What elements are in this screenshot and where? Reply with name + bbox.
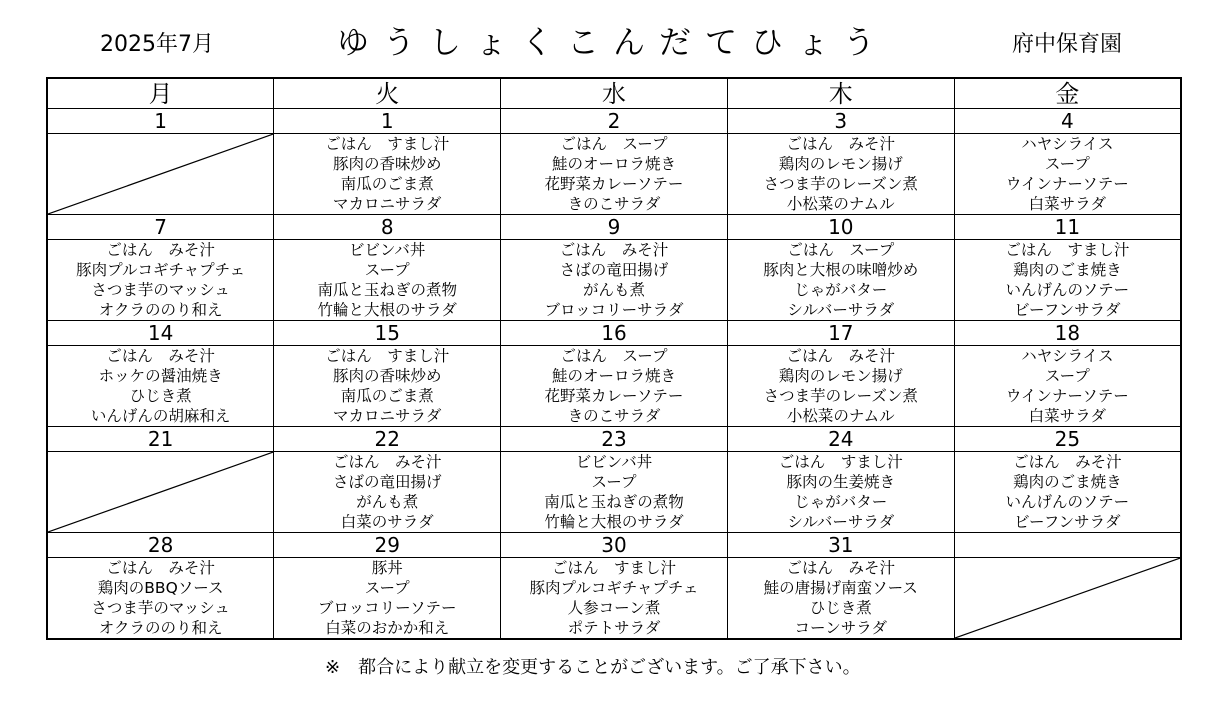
menu-item: ごはん みそ汁 <box>786 559 896 577</box>
menu-month: 2025年7月 <box>100 32 214 57</box>
menu-item: ハヤシライス <box>1021 347 1114 365</box>
menu-item: 豚肉プルコギチャプチェ <box>529 579 699 597</box>
menu-item: さばの竜田揚げ <box>559 261 669 279</box>
menu-item: 豚肉プルコギチャプチェ <box>76 261 246 279</box>
menu-item: ごはん みそ汁 <box>786 347 896 365</box>
date-cell: 18 <box>954 321 1181 346</box>
date-cell: 23 <box>501 427 728 452</box>
menu-item: 花野菜カレーソテー <box>544 387 684 405</box>
page-header <box>0 0 1231 76</box>
menu-cell <box>274 558 501 640</box>
menu-item: 豚丼 <box>371 559 403 577</box>
menu-cell <box>954 240 1181 321</box>
menu-item: さつま芋のマッシュ <box>91 599 230 617</box>
menu-item: スープ <box>364 579 410 597</box>
date-cell: 1 <box>47 109 274 134</box>
date-cell: 2 <box>501 109 728 134</box>
menu-item: きのこサラダ <box>567 407 661 425</box>
date-cell: 17 <box>727 321 954 346</box>
menu-cell <box>954 134 1181 215</box>
menu-item: ごはん すまし汁 <box>325 347 450 365</box>
date-cell: 8 <box>274 215 501 240</box>
menu-item: コーンサラダ <box>794 619 888 637</box>
date-cell: 4 <box>954 109 1181 134</box>
menu-item: マカロニサラダ <box>333 195 442 213</box>
menu-item: ごはん スープ <box>787 241 895 259</box>
menu-cell <box>47 558 274 640</box>
date-cell: 31 <box>727 533 954 558</box>
menu-item: ポテトサラダ <box>567 619 661 637</box>
menu-cell <box>954 346 1181 427</box>
menu-item: 鶏肉のごま焼き <box>1013 473 1122 491</box>
menu-item: ひじき煮 <box>129 387 192 405</box>
menu-cell <box>727 452 954 533</box>
date-cell: 3 <box>727 109 954 134</box>
weekday-wed: 水 <box>501 78 728 109</box>
menu-item: ホッケの醤油焼き <box>98 367 223 385</box>
menu-item: 南瓜と玉ねぎの煮物 <box>544 493 684 511</box>
menu-item: ごはん スープ <box>560 347 668 365</box>
menu-item: 南瓜のごま煮 <box>340 175 434 193</box>
menu-item: 鮭の唐揚げ南蛮ソース <box>763 579 918 597</box>
menu-item: ごはん みそ汁 <box>106 559 215 577</box>
diagonal-slash <box>955 558 1180 638</box>
menu-item: 鮭のオーロラ焼き <box>551 155 676 173</box>
no-menu-cell <box>954 558 1181 640</box>
weekday-header-row <box>47 78 1181 109</box>
menu-item: ハヤシライス <box>1021 135 1114 153</box>
menu-item: ごはん みそ汁 <box>559 241 669 259</box>
menu-item: 白菜のサラダ <box>340 513 434 531</box>
menu-item: 南瓜のごま煮 <box>340 387 434 405</box>
date-cell: 28 <box>47 533 274 558</box>
date-cell: 30 <box>501 533 728 558</box>
menu-item: 白菜サラダ <box>1028 195 1107 213</box>
date-cell <box>954 533 1181 558</box>
menu-row <box>47 240 1181 321</box>
menu-item: がんも煮 <box>582 281 645 299</box>
date-cell: 7 <box>47 215 274 240</box>
menu-cell <box>501 558 728 640</box>
date-cell: 22 <box>274 427 501 452</box>
menu-cell <box>501 240 728 321</box>
menu-row <box>47 452 1181 533</box>
menu-item: じゃがバター <box>794 493 888 511</box>
menu-item: ビビンバ丼 <box>348 241 426 259</box>
menu-item: 鶏肉のレモン揚げ <box>778 155 903 173</box>
weekday-tue: 火 <box>274 78 501 109</box>
menu-row <box>47 346 1181 427</box>
menu-cell <box>274 240 501 321</box>
weekday-mon: 月 <box>47 78 274 109</box>
menu-item: 小松菜のナムル <box>786 407 895 425</box>
menu-item: 花野菜カレーソテー <box>544 175 684 193</box>
date-cell: 21 <box>47 427 274 452</box>
menu-item: オクラののり和え <box>98 301 223 319</box>
menu-item: ビビンバ丼 <box>575 453 653 471</box>
menu-item: 白菜サラダ <box>1028 407 1107 425</box>
menu-item: 鶏肉のBBQソース <box>97 579 224 597</box>
date-cell: 29 <box>274 533 501 558</box>
menu-item: さばの竜田揚げ <box>332 473 442 491</box>
menu-item: ごはん すまし汁 <box>551 559 676 577</box>
menu-item: ごはん みそ汁 <box>332 453 442 471</box>
menu-item: スープ <box>591 473 637 491</box>
menu-item: 鶏肉のごま焼き <box>1013 261 1122 279</box>
menu-cell <box>501 134 728 215</box>
menu-item: スープ <box>1044 155 1090 173</box>
menu-item: いんげんのソテー <box>1005 493 1130 511</box>
menu-item: ごはん すまし汁 <box>778 453 903 471</box>
menu-item: スープ <box>364 261 410 279</box>
menu-item: 豚肉の生姜焼き <box>786 473 896 491</box>
menu-cell <box>274 134 501 215</box>
menu-row <box>47 134 1181 215</box>
menu-item: さつま芋のレーズン煮 <box>763 175 918 193</box>
menu-item: ごはん すまし汁 <box>325 135 450 153</box>
menu-item: ブロッコリーソテー <box>317 599 457 617</box>
dinner-menu-calendar <box>46 77 1182 640</box>
menu-row <box>47 558 1181 640</box>
menu-item: さつま芋のマッシュ <box>91 281 230 299</box>
weekday-thu: 木 <box>727 78 954 109</box>
diagonal-slash <box>48 134 273 214</box>
menu-item: さつま芋のレーズン煮 <box>763 387 918 405</box>
change-notice: ※ 都合により献立を変更することがございます。ご了承下さい。 <box>325 657 861 678</box>
date-row <box>47 427 1181 452</box>
menu-cell <box>47 346 274 427</box>
menu-cell <box>501 452 728 533</box>
menu-item: ウインナーソテー <box>1005 387 1129 405</box>
date-cell: 9 <box>501 215 728 240</box>
school-name: 府中保育園 <box>1012 32 1123 57</box>
menu-item: シルバーサラダ <box>787 513 895 531</box>
menu-cell <box>274 452 501 533</box>
menu-item: 豚肉の香味炒め <box>332 155 442 173</box>
date-row <box>47 215 1181 240</box>
menu-cell <box>727 558 954 640</box>
date-cell: 25 <box>954 427 1181 452</box>
date-row <box>47 321 1181 346</box>
date-cell: 10 <box>727 215 954 240</box>
menu-cell <box>501 346 728 427</box>
date-cell: 15 <box>274 321 501 346</box>
menu-item: ひじき煮 <box>809 599 872 617</box>
menu-item: ごはん みそ汁 <box>106 241 215 259</box>
menu-cell <box>727 346 954 427</box>
menu-item: がんも煮 <box>356 493 419 511</box>
menu-item: 豚肉と大根の味噌炒め <box>763 261 919 279</box>
menu-item: ごはん スープ <box>560 135 668 153</box>
menu-item: 人参コーン煮 <box>567 599 661 617</box>
menu-item: いんげんのソテー <box>1005 281 1130 299</box>
menu-item: 豚肉の香味炒め <box>332 367 442 385</box>
date-cell: 16 <box>501 321 728 346</box>
menu-item: きのこサラダ <box>567 195 661 213</box>
date-row <box>47 109 1181 134</box>
weekday-fri: 金 <box>954 78 1181 109</box>
menu-cell <box>47 240 274 321</box>
menu-cell <box>274 346 501 427</box>
date-row <box>47 533 1181 558</box>
date-cell: 24 <box>727 427 954 452</box>
menu-cell <box>727 240 954 321</box>
diagonal-slash <box>48 452 273 532</box>
menu-item: ごはん みそ汁 <box>1013 453 1122 471</box>
menu-item: ウインナーソテー <box>1005 175 1129 193</box>
menu-cell <box>727 134 954 215</box>
page-title: ゆうしょくこんだてひょう <box>337 23 890 61</box>
menu-item: 南瓜と玉ねぎの煮物 <box>317 281 457 299</box>
menu-item: 鶏肉のレモン揚げ <box>778 367 903 385</box>
date-cell: 1 <box>274 109 501 134</box>
menu-item: 小松菜のナムル <box>786 195 895 213</box>
menu-item: シルバーサラダ <box>787 301 895 319</box>
menu-item: ごはん みそ汁 <box>786 135 896 153</box>
menu-item: ビーフンサラダ <box>1014 301 1121 319</box>
menu-item: マカロニサラダ <box>333 407 442 425</box>
no-menu-cell <box>47 452 274 533</box>
menu-item: ブロッコリーサラダ <box>544 301 684 319</box>
menu-cell <box>954 452 1181 533</box>
no-menu-cell <box>47 134 274 215</box>
menu-item: 竹輪と大根のサラダ <box>544 513 684 531</box>
menu-item: ビーフンサラダ <box>1014 513 1121 531</box>
menu-item: じゃがバター <box>794 281 888 299</box>
menu-item: ごはん すまし汁 <box>1005 241 1130 259</box>
menu-item: オクラののり和え <box>98 619 223 637</box>
menu-item: 白菜のおかか和え <box>325 619 450 637</box>
menu-item: いんげんの胡麻和え <box>90 407 231 425</box>
menu-item: スープ <box>1044 367 1090 385</box>
date-cell: 14 <box>47 321 274 346</box>
menu-item: ごはん みそ汁 <box>106 347 215 365</box>
menu-item: 鮭のオーロラ焼き <box>551 367 676 385</box>
date-cell: 11 <box>954 215 1181 240</box>
menu-item: 竹輪と大根のサラダ <box>317 301 457 319</box>
